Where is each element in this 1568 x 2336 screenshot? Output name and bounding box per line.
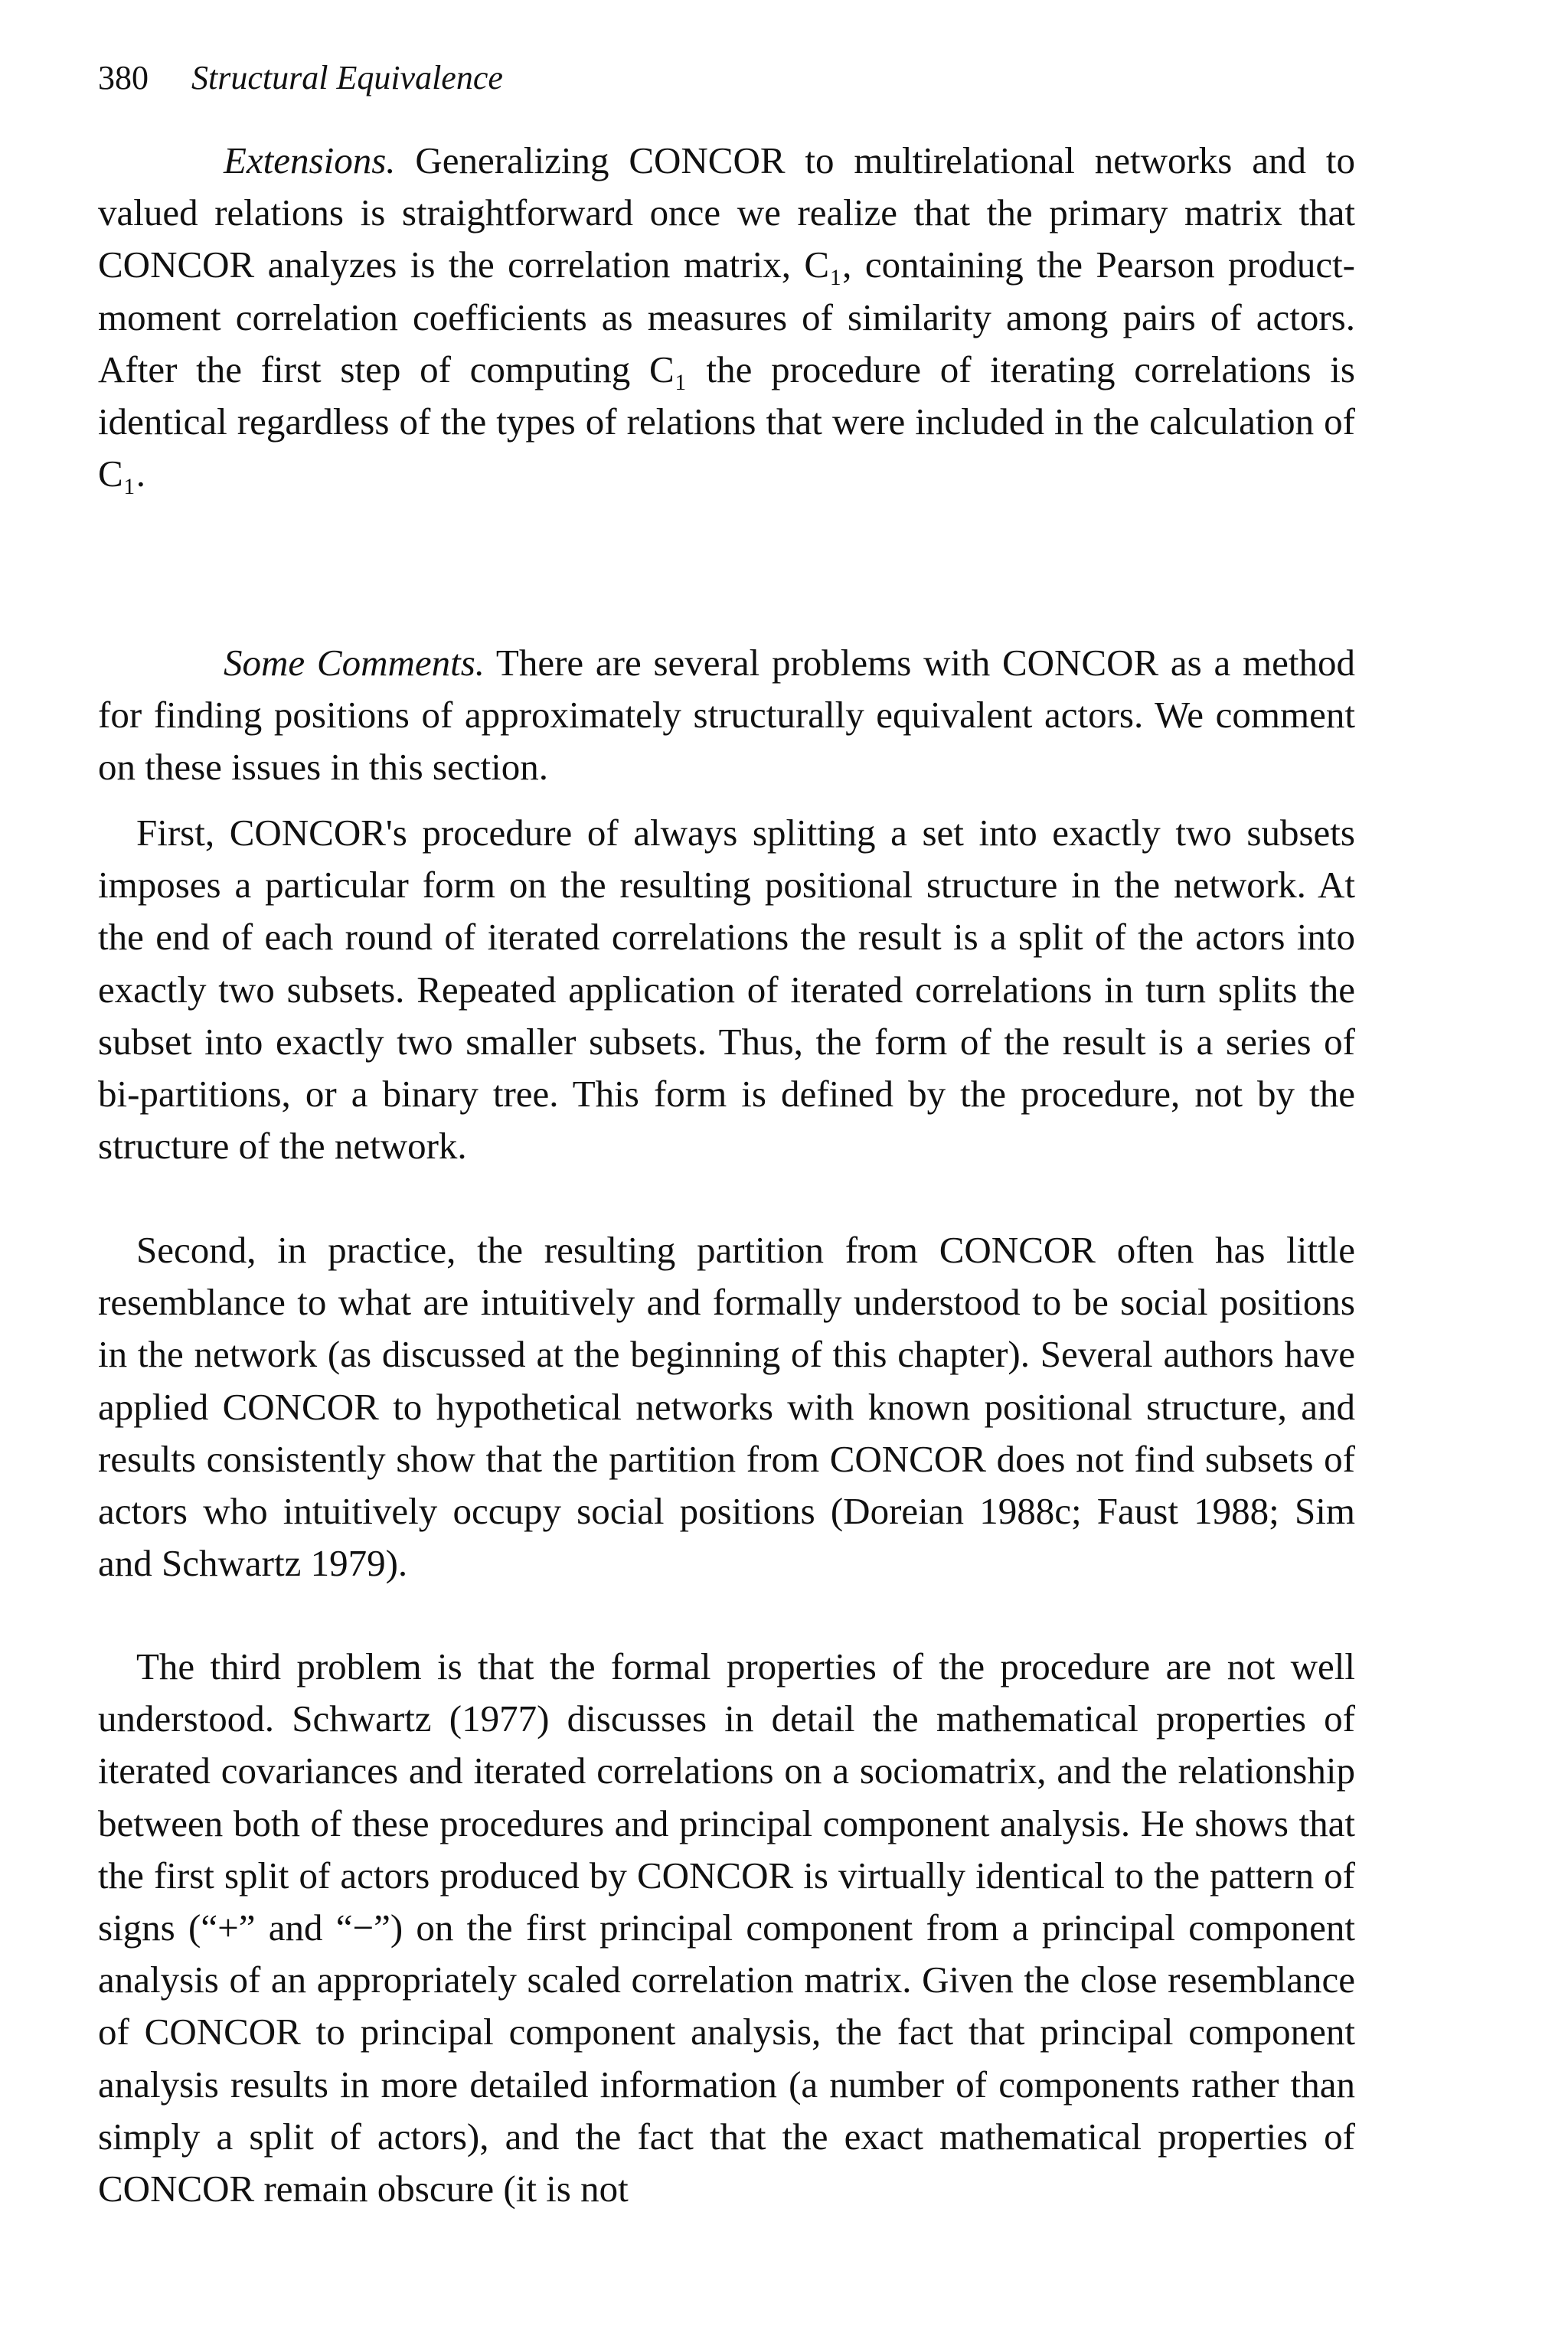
paragraph-text: The third problem is that the formal properties of the procedure are not well understood. Schwartz (1977) discusses in detail the mathematical properties of iterated covariances and iterated correlations on a sociomatrix, and the relationship between both of these procedures and principal component analysis. He shows that the first split of actors produced by CONCOR is virtually identical to the pattern of signs (“+” and “−”) on the first principal component from a principal component analysis of an appropriately scaled correlation matrix. Given the close resemblance of CONCOR to principal component analysis, the fact that principal component analysis results in more detailed information (a number of components rather than simply a split of actors), and the fact that the exact mathematical properties of CONCOR remain obscure (it is not: [98, 1645, 1355, 2210]
runin-heading-extensions: Extensions.: [224, 139, 396, 181]
paragraph-third-problem: [98, 1641, 1355, 2215]
paragraph-text: First, CONCOR's procedure of always splitting a set into exactly two subsets imposes a particular form on the resulting positional structure in the network. At the end of each round of iterated correlations the result is a split of the actors into exactly two subsets. Repeated application of iterated correlations in turn splits the subset into exactly two smaller subsets. Thus, the form of the result is a series of bi-partitions, or a binary tree. This form is defined by the procedure, not by the structure of the network.: [98, 812, 1355, 1168]
runin-heading-some-comments: Some Comments.: [224, 642, 485, 684]
paragraph-text: Second, in practice, the resulting partition from CONCOR often has little resemblance to what are intuitively and formally understood to be social positions in the network (as discussed at the beginning of this chapter). Several authors have applied CONCOR to hypothetical networks with known positional structure, and results consistently show that the partition from CONCOR does not find subsets of actors who intuitively occupy social positions (Doreian 1988c; Faust 1988; Sim and Schwartz 1979).: [98, 1229, 1355, 1585]
paragraph-extensions: [98, 135, 1355, 500]
paragraph-text: There are several problems with CONCOR as a method for finding positions of approximately structurally equivalent actors. We comment on these issues in this section.: [98, 642, 1355, 789]
paragraph-second-problem: [98, 1224, 1355, 1589]
running-title: Structural Equivalence: [191, 59, 503, 96]
paragraph-first-problem: [98, 807, 1355, 1172]
page-number: 380: [98, 59, 149, 96]
paragraph-some-comments: [98, 637, 1355, 794]
paragraph-text: Generalizing CONCOR to multirelational networks and to valued relations is straightforward once we realize that the primary matrix that CONCOR analyzes is the correlation matrix, C₁, containing the Pearson product-moment correlation coefficients as measures of similarity among pairs of actors. After the first step of computing C₁ the procedure of iterating correlations is identical regardless of the types of relations that were included in the calculation of C₁.: [98, 139, 1355, 495]
running-head: [98, 49, 503, 107]
